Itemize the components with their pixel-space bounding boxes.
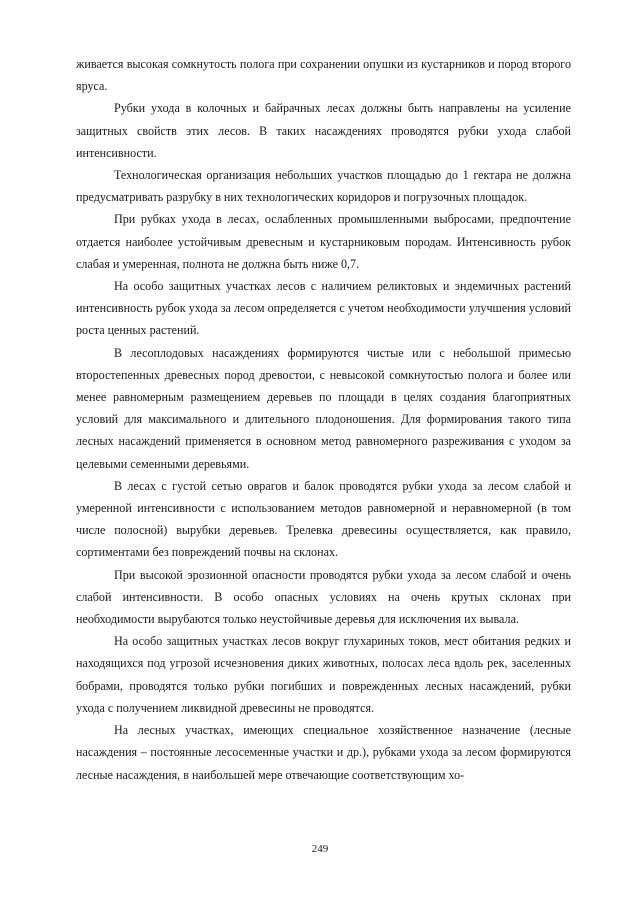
paragraph: В лесоплодовых насаждениях формируются чистые или с небольшой примесью второстепенных древесных пород древостои, с невысокой сомкнутостью полога и более или менее равномерным размещением деревьев по площади в целях создания благоприятных условий для максимального и длительного плодоношения. Для формирования такого типа лесных насаждений применяется в основном метод равномерного разреживания с уходом за целевыми семенными деревьями. [76, 345, 571, 471]
page-number: 249 [311, 843, 329, 855]
paragraph: При высокой эрозионной опасности проводятся рубки ухода за лесом слабой и очень слабой интенсивности. В особо опасных условиях на очень крутых склонах при необходимости вырубаются только неустойчивые деревья для исключения их вывала. [76, 567, 571, 627]
paragraph: При рубках ухода в лесах, ослабленных промышленными выбросами, предпочтение отдается наиболее устойчивым древесным и кустарниковым породам. Интенсивность рубок слабая и умеренная, полнота не должна быть ниже 0,7. [76, 212, 571, 271]
paragraph: В лесах с густой сетью оврагов и балок проводятся рубки ухода за лесом слабой и умеренной интенсивности с использованием методов равномерной и неравномерной (в том числе полосной) вырубки деревьев. Трелевка древесины осуществляется, как правило, сортиментами без повреждений почвы на склонах. [76, 478, 571, 560]
paragraph: Рубки ухода в колочных и байрачных лесах должны быть направлены на усиление защитных свойств этих лесов. В таких насаждениях проводятся рубки ухода слабой интенсивности. [76, 101, 571, 160]
paragraph: Технологическая организация небольших участков площадью до 1 гектара не должна предусматривать разрубку в них технологических коридоров и погрузочных площадок. [76, 168, 571, 205]
paragraph: На особо защитных участках лесов с наличием реликтовых и эндемичных растений интенсивность рубок ухода за лесом определяется с учетом необходимости улучшения условий роста ценных растений. [76, 279, 571, 338]
body-text [76, 53, 571, 786]
paragraph-continuation: живается высокая сомкнутость полога при сохранении опушки из кустарников и пород второго яруса. [76, 57, 571, 94]
paragraph: На лесных участках, имеющих специальное хозяйственное назначение (лесные насаждения – постоянные лесосеменные участки и др.), рубками ухода за лесом формируются лесные насаждения, в наибольшей мере отвечающие соответствующим хо- [76, 723, 571, 782]
paragraph: На особо защитных участках лесов вокруг глухариных токов, мест обитания редких и находящихся под угрозой исчезновения диких животных, полосах леса вдоль рек, заселенных бобрами, проводятся только рубки погибших и поврежденных лесных насаждений, рубки ухода с получением ликвидной древесины не проводятся. [76, 634, 571, 715]
